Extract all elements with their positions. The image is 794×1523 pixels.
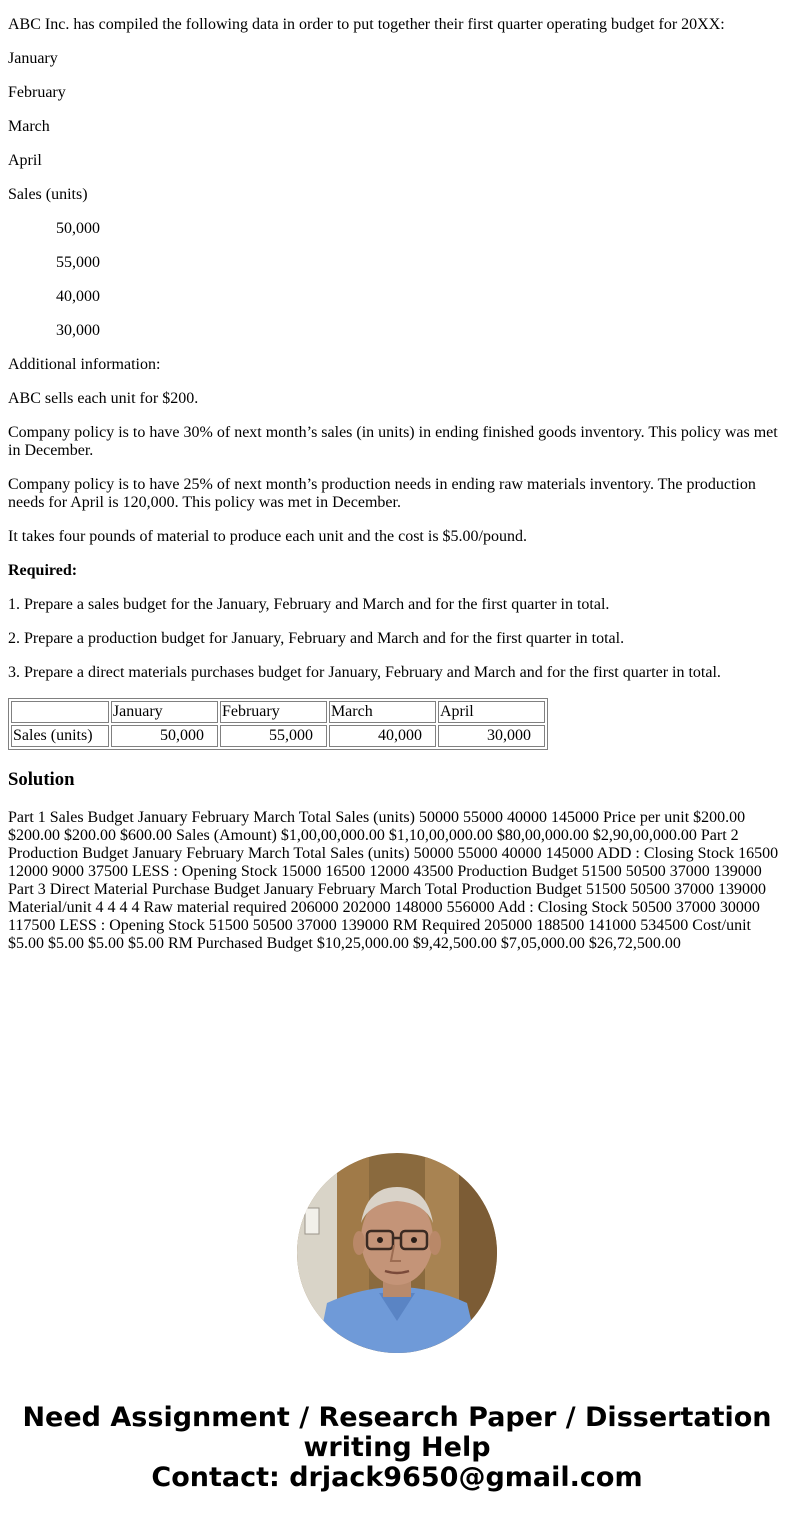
requirement-1: 1. Prepare a sales budget for the January, February and March and for the first quarter in total. — [8, 596, 610, 613]
requirement-2: 2. Prepare a production budget for January, February and March and for the first quarter in total. — [8, 630, 625, 647]
additional-info-heading: Additional information: — [8, 356, 161, 373]
table-cell: 50,000 — [111, 725, 218, 747]
month-march: March — [8, 118, 50, 135]
table-header-cell: February — [220, 701, 327, 723]
table-cell: 55,000 — [220, 725, 327, 747]
table-row-label: Sales (units) — [11, 725, 109, 747]
requirement-3: 3. Prepare a direct materials purchases budget for January, February and March and for the first quarter in total. — [8, 664, 721, 681]
required-label: Required: — [8, 562, 78, 579]
promo-line-2: writing Help — [303, 1432, 491, 1463]
table-header-cell: March — [329, 701, 436, 723]
table-header-cell: April — [438, 701, 545, 723]
document-body — [8, 0, 786, 953]
required-heading — [8, 562, 786, 580]
table-row — [11, 725, 545, 747]
table-cell: 40,000 — [329, 725, 436, 747]
info-material-cost: It takes four pounds of material to produce each unit and the cost is $5.00/pound. — [8, 528, 527, 545]
promo-banner — [0, 1403, 794, 1493]
sales-value-january: 50,000 — [56, 220, 100, 237]
table-header-cell-empty — [11, 701, 109, 723]
sales-value-april: 30,000 — [56, 322, 100, 339]
sales-label: Sales (units) — [8, 186, 88, 203]
avatar-portrait-image — [297, 1153, 497, 1353]
solution-heading: Solution — [8, 769, 75, 790]
intro-text: ABC Inc. has compiled the following data in order to put together their first quarter operating budget for 20XX: — [8, 16, 725, 33]
table-header-row — [11, 701, 545, 723]
info-finished-goods-policy: Company policy is to have 30% of next month’s sales (in units) in ending finished goods inventory. This policy was met in December. — [8, 424, 778, 459]
sales-table — [8, 698, 548, 750]
sales-value-february: 55,000 — [56, 254, 100, 271]
month-april: April — [8, 152, 42, 169]
table-header-cell: January — [111, 701, 218, 723]
promo-line-1: Need Assignment / Research Paper / Dissertation — [22, 1402, 772, 1433]
avatar — [297, 1153, 497, 1353]
info-price: ABC sells each unit for $200. — [8, 390, 199, 407]
month-january: January — [8, 50, 58, 67]
solution-text: Part 1 Sales Budget January February March Total Sales (units) 50000 55000 40000 145000 Price per unit $200.00 $200.00 $200.00 $600.00 Sales (Amount) $1,00,00,000.00 $1,10,00,000.00 $80,00,000.00 $2,90,00,000.00 Part 2 Production Budget January February March Total Sales (units) 50000 55000 40000 145000 ADD : Closing Stock 16500 12000 9000 37500 LESS : Opening Stock 15000 16500 12000 43500 Production Budget 51500 50500 37000 139000 Part 3 Direct Material Purchase Budget January February March Total Production Budget 51500 50500 37000 139000 Material/unit 4 4 4 4 Raw material required 206000 202000 148000 556000 Add : Closing Stock 50500 37000 30000 117500 LESS : Opening Stock 51500 50500 37000 139000 RM Required 205000 188500 141000 534500 Cost/unit $5.00 $5.00 $5.00 $5.00 RM Purchased Budget $10,25,000.00 $9,42,500.00 $7,05,000.00 $26,72,500.00 — [8, 809, 779, 952]
table-cell: 30,000 — [438, 725, 545, 747]
sales-value-march: 40,000 — [56, 288, 100, 305]
promo-contact: Contact: drjack9650@gmail.com — [151, 1462, 643, 1493]
month-february: February — [8, 84, 66, 101]
info-raw-materials-policy: Company policy is to have 25% of next month’s production needs in ending raw materials inventory. The production needs for April is 120,000. This policy was met in December. — [8, 476, 756, 511]
